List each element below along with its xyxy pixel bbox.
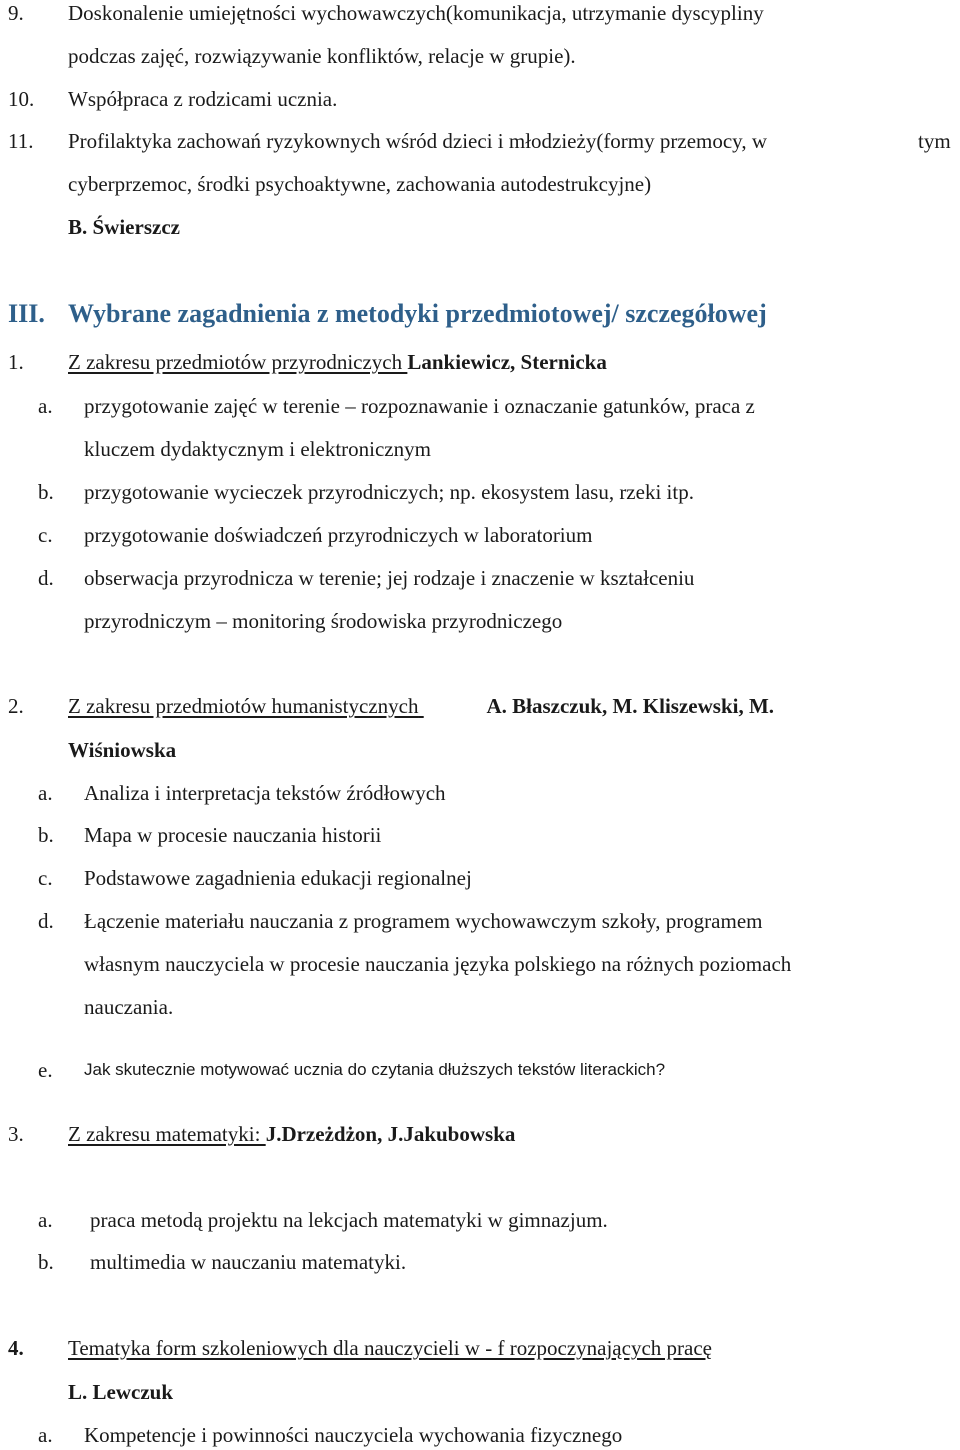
item-text: obserwacja przyrodnicza w terenie; jej rodzaje i znaczenie w kształceniu [84,566,695,590]
section-title: Wybrane zagadnienia z metodyki przedmiotowej/ szczegółowej [68,299,767,328]
item-text: Jak skutecznie motywować ucznia do czytania dłuższych tekstów literackich? [84,1060,666,1079]
subsection-number: 1. [8,350,24,374]
item-letter: d. [38,909,54,933]
author-name: B. Świerszcz [68,215,180,239]
item-text: Łączenie materiału nauczania z programem wychowawczym szkoły, programem [84,909,763,933]
item-text: własnym nauczyciela w procesie nauczania języka polskiego na różnych poziomach [84,952,792,976]
item-letter: c. [38,523,53,547]
list-text: podczas zajęć, rozwiązywanie konfliktów, relacje w grupie). [68,44,576,68]
item-text: Podstawowe zagadnienia edukacji regionalnej [84,866,472,890]
item-text: Mapa w procesie nauczania historii [84,823,382,847]
list-text: Profilaktyka zachowań ryzykownych wśród dzieci i młodzieży(formy przemocy, w [68,129,767,153]
item-text: przyrodniczym – monitoring środowiska przyrodniczego [84,609,563,633]
item-text: przygotowanie wycieczek przyrodniczych; np. ekosystem lasu, rzeki itp. [84,480,694,504]
subsection-authors: A. Błaszczuk, M. Kliszewski, M. [486,694,775,718]
list-number: 9. [8,1,24,25]
item-text: praca metodą projektu na lekcjach matematyki w gimnazjum. [90,1208,608,1232]
item-letter: b. [38,480,54,504]
item-text: multimedia w nauczaniu matematyki. [90,1250,407,1274]
item-letter: b. [38,1250,54,1274]
item-letter: a. [38,781,53,805]
item-letter: a. [38,1208,53,1232]
item-letter: b. [38,823,54,847]
subsection-number: 4. [8,1336,24,1360]
subsection-title: Tematyka form szkoleniowych dla nauczycieli w - f rozpoczynających pracę [68,1336,712,1360]
item-letter: a. [38,394,53,418]
subsection-title: Z zakresu matematyki: [68,1122,266,1146]
subsection-title: Z zakresu przedmiotów przyrodniczych [68,350,408,374]
item-text: Analiza i interpretacja tekstów źródłowych [84,781,446,805]
item-text: Kompetencje i powinności nauczyciela wychowania fizycznego [84,1423,623,1447]
list-text-end: tym [918,129,951,153]
item-text: kluczem dydaktycznym i elektronicznym [84,437,431,461]
list-text: Doskonalenie umiejętności wychowawczych(komunikacja, utrzymanie dyscypliny [68,1,764,25]
subsection-title: Z zakresu przedmiotów humanistycznych [68,694,419,718]
subsection-authors: Wiśniowska [68,738,177,762]
list-number: 10. [8,87,35,111]
subsection-authors: L. Lewczuk [68,1380,173,1404]
section-heading [8,298,767,330]
list-text: cyberprzemoc, środki psychoaktywne, zachowania autodestrukcyjne) [68,172,652,196]
item-text: przygotowanie doświadczeń przyrodniczych w laboratorium [84,523,593,547]
subsection-authors: Lankiewicz, Sternicka [407,350,607,374]
list-text: Współpraca z rodzicami ucznia. [68,87,338,111]
subsection-authors: J.Drzeżdżon, J.Jakubowska [265,1122,516,1146]
item-text: przygotowanie zajęć w terenie – rozpoznawanie i oznaczanie gatunków, praca z [84,394,755,418]
item-letter: e. [38,1058,53,1082]
list-number: 11. [8,129,34,153]
subsection-number: 3. [8,1122,24,1146]
subsection-number: 2. [8,694,24,718]
item-text: nauczania. [84,995,174,1019]
item-letter: a. [38,1423,53,1447]
item-letter: c. [38,866,53,890]
item-letter: d. [38,566,54,590]
section-number: III. [8,299,45,328]
